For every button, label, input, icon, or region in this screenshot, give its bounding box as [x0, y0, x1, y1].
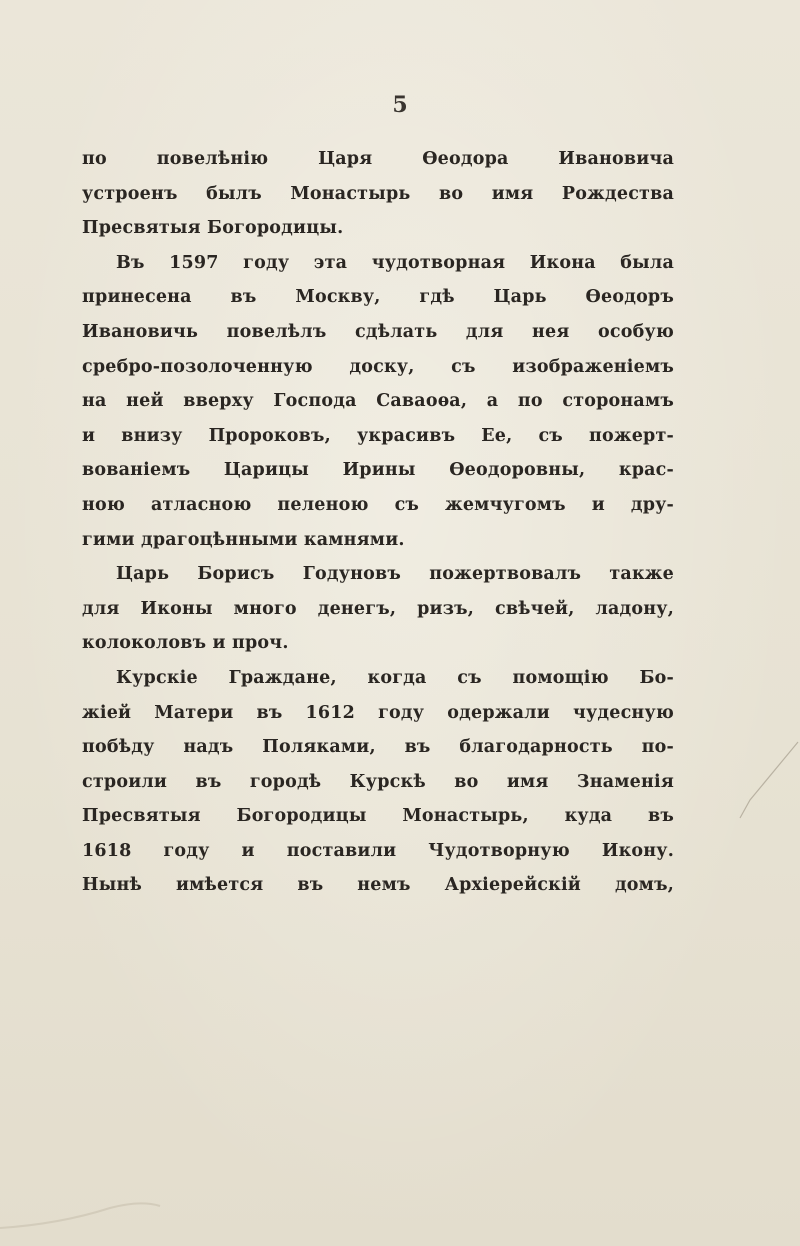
text-line: побѣду надъ Поляками, въ благодарность по- [82, 737, 674, 758]
text-line: Пресвятыя Богородицы. [82, 218, 344, 239]
text-line: для Иконы много денегъ, ризъ, свѣчей, ладону, [82, 598, 674, 619]
page-number: 5 [392, 92, 408, 118]
text-line: принесена въ Москву, гдѣ Царь Ѳеодоръ [82, 287, 674, 308]
text-line: 1618 году и поставили Чудотворную Икону. [82, 840, 674, 861]
text-line: по повелѣнію Царя Ѳеодора Ивановича [82, 149, 674, 169]
text-line: колоколовъ и проч. [82, 633, 289, 654]
paper-stain [0, 1166, 800, 1246]
text-line: ною атласною пеленою съ жемчугомъ и дру- [82, 494, 674, 515]
paragraph-start-line: Царь Борисъ Годуновъ пожертвовалъ также [116, 564, 674, 585]
text-line: жіей Матери въ 1612 году одержали чудесную [82, 702, 674, 723]
text-line: Ивановичь повелѣлъ сдѣлать для нея особую [82, 321, 674, 342]
text-line: Пресвятыя Богородицы Монастырь, куда въ [82, 806, 674, 827]
paragraph-start-line: Въ 1597 году эта чудотворная Икона была [116, 252, 674, 273]
text-line: гими драгоцѣнными камнями. [82, 529, 405, 550]
paragraph-start-line: Курскіе Граждане, когда съ помощію Бо- [116, 667, 674, 688]
text-line: устроенъ былъ Монастырь во имя Рождества [82, 183, 674, 204]
text-line: на ней вверху Господа Саваоѳа, а по сторонамъ [82, 391, 674, 412]
text-line: вованіемъ Царицы Ирины Ѳеодоровны, крас- [82, 460, 674, 481]
text-line: и внизу Пророковъ, украсивъ Ее, съ пожерт- [82, 425, 674, 446]
paper-crease-mark [710, 740, 800, 840]
text-line: строили въ городѣ Курскѣ во имя Знаменія [82, 771, 674, 792]
text-line: сребро-позолоченную доску, съ изображеніемъ [82, 356, 674, 377]
text-line: Нынѣ имѣется въ немъ Архіерейскій домъ, [82, 875, 674, 896]
text-body [82, 142, 674, 903]
